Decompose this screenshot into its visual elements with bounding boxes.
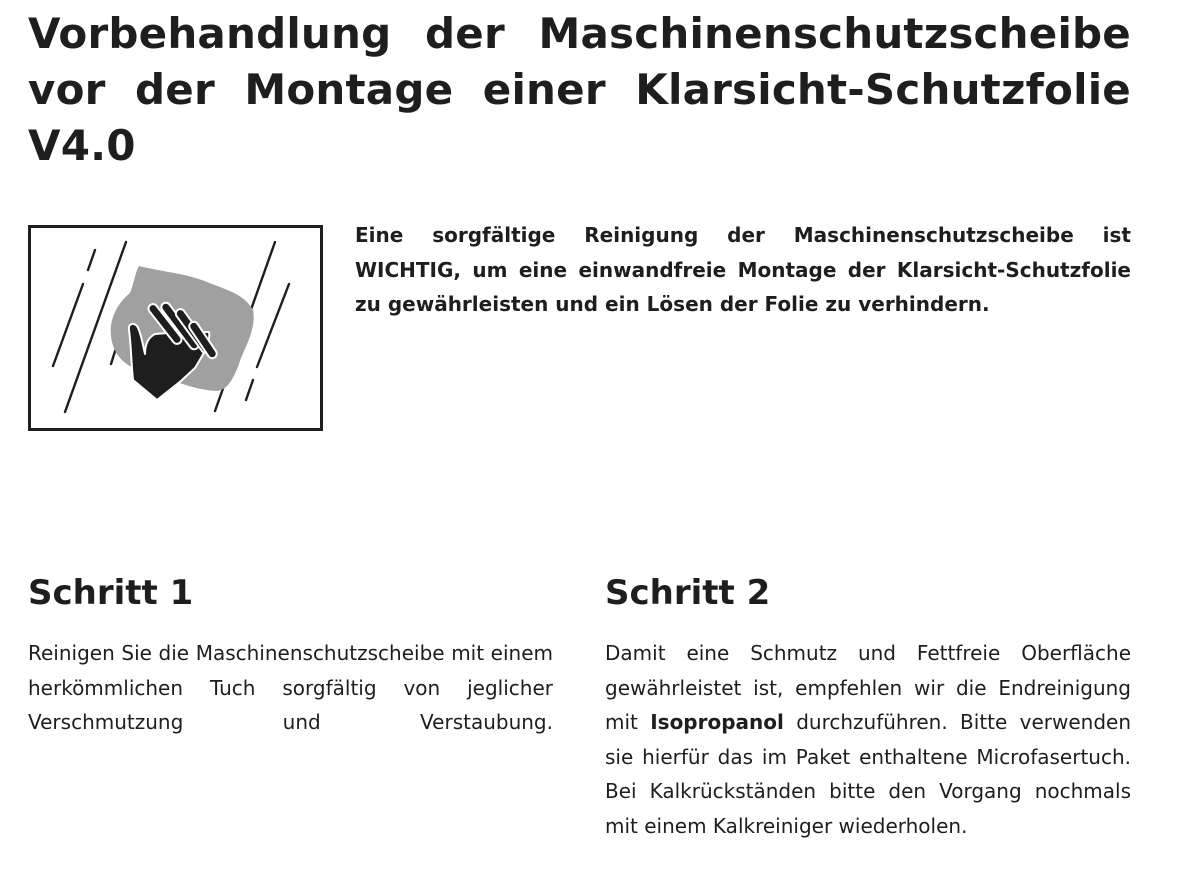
intro-text: Eine sorgfältige Reinigung der Maschinenschutzscheibe ist WICHTIG, um eine einwandfreie Montage der Klarsicht-Schutzfolie zu gewährleisten und ein Lösen der Folie zu verhindern.: [355, 223, 1131, 316]
step-1-heading: Schritt 1: [28, 573, 194, 613]
step-2-heading: Schritt 2: [605, 573, 771, 613]
step-1-text: Reinigen Sie die Maschinenschutzscheibe mit einem herkömmlichen Tuch sorgfältig von jeglicher Verschmutzung und Verstaubung.: [28, 641, 553, 734]
step-2-text-before: Damit eine Schmutz und Fettfreie Oberfläche gewährleistet ist, empfehlen wir die Endreinigung mit: [605, 641, 1131, 734]
step-2-emphasis: Isopropanol: [650, 710, 784, 734]
step-2-text: [605, 636, 1131, 843]
step-2-text-after: durchzuführen. Bitte verwenden sie hierfür das im Paket enthaltene Microfasertuch. Bei Kalkrückständen bitte den Vorgang nochmals mit einem Kalkreiniger wiederholen.: [605, 710, 1132, 838]
page-title: Vorbehandlung der Maschinenschutzscheibe vor der Montage einer Klarsicht-Schutzfolie V4.0: [28, 9, 1131, 170]
cleaning-illustration: [28, 225, 323, 431]
hand-wiping-cloth-icon: [31, 228, 320, 428]
